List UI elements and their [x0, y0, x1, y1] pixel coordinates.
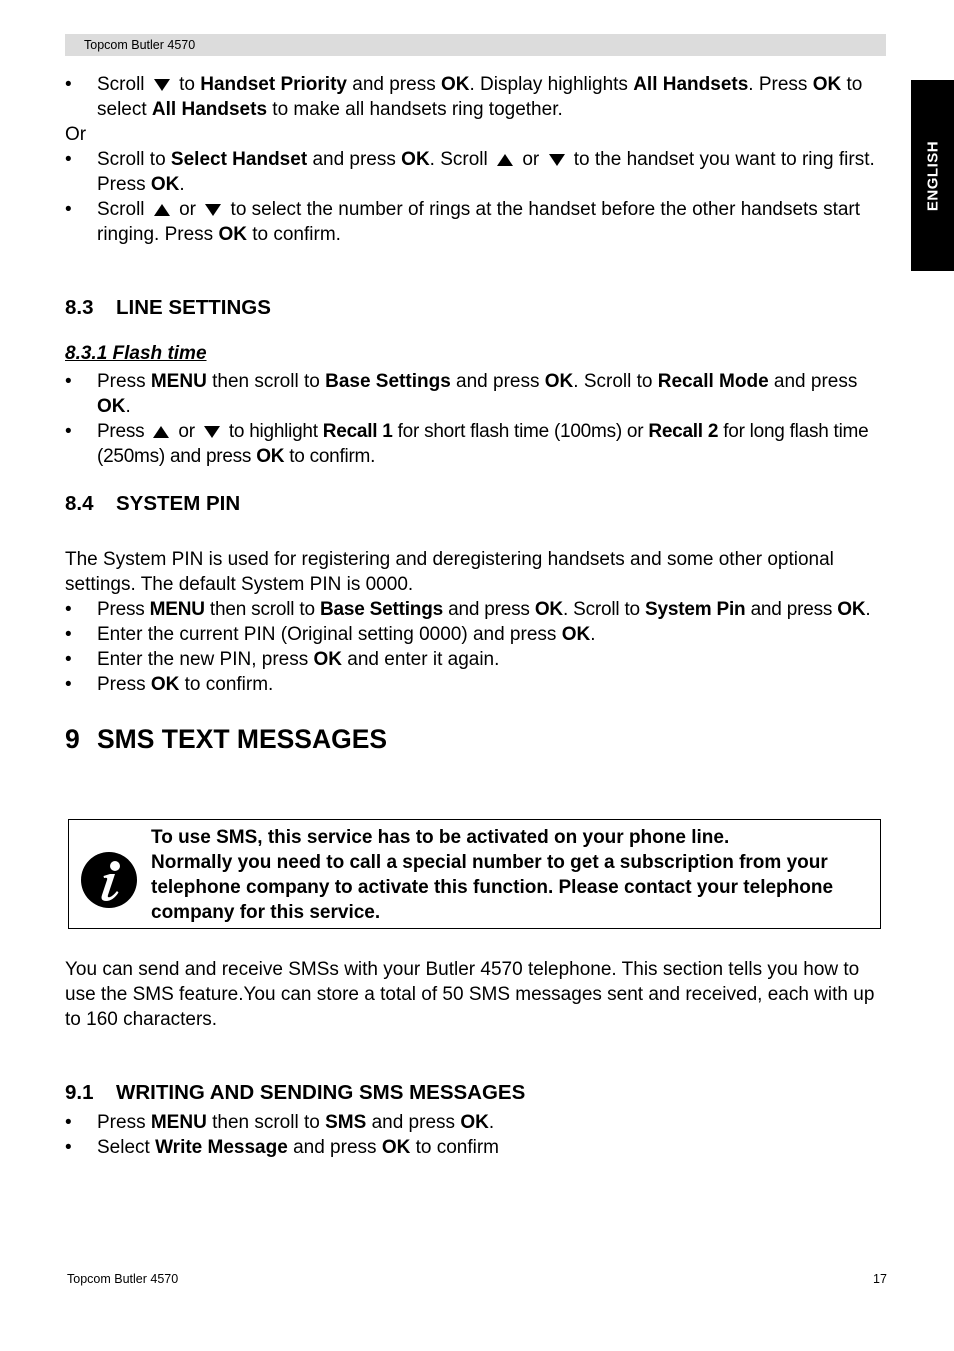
scroll-up-icon	[153, 426, 169, 438]
language-tab	[911, 80, 954, 271]
chapter-heading-9: 9 SMS TEXT MESSAGES	[65, 724, 388, 754]
info-note-text	[151, 825, 875, 925]
info-note-line: To use SMS, this service has to be activated on your phone line.	[151, 827, 730, 848]
list-item: • Press OK to confirm.	[65, 672, 885, 697]
list-item: • Select Write Message and press OK to confirm	[65, 1135, 885, 1160]
info-note-box	[68, 819, 881, 929]
scroll-down-icon	[154, 79, 170, 91]
page-content	[65, 72, 885, 755]
language-label: ENGLISH	[924, 140, 941, 211]
list-item: • Press or to highlight Recall 1 for short flash time (100ms) or Recall 2 for long flash time (250ms) and press OK to confirm.	[65, 419, 885, 469]
section-heading-8-3: 8.3 LINE SETTINGS	[65, 296, 271, 319]
section-heading-9-1: 9.1 WRITING AND SENDING SMS MESSAGES	[65, 1081, 526, 1104]
info-note-line: Normally you need to call a special number to get a subscription from your telephone company to activate this function. Please contact your telephone company for this service.	[151, 852, 834, 923]
footer-title: Topcom Butler 4570	[67, 1272, 179, 1286]
system-pin-paragraph: The System PIN is used for registering and deregistering handsets and some other optional settings. The default System PIN is 0000.	[65, 549, 834, 595]
list-item: • Press MENU then scroll to SMS and press OK.	[65, 1110, 885, 1135]
list-item: • Scroll or to select the number of rings at the handset before the other handsets start ringing. Press OK to confirm.	[65, 197, 885, 247]
scroll-down-icon	[204, 426, 220, 438]
header-title: Topcom Butler 4570	[84, 38, 196, 52]
list-item: • Enter the new PIN, press OK and enter it again.	[65, 647, 885, 672]
page-number: 17	[873, 1272, 887, 1286]
scroll-down-icon	[549, 154, 565, 166]
scroll-down-icon	[205, 204, 221, 216]
scroll-up-icon	[497, 154, 513, 166]
sms-paragraph: You can send and receive SMSs with your Butler 4570 telephone. This section tells you how to use the SMS feature.You can store a total of 50 SMS messages sent and received, each with up to 160 characters.	[65, 959, 875, 1030]
list-item: • Press MENU then scroll to Base Settings and press OK. Scroll to System Pin and press OK.	[65, 597, 885, 622]
list-item: • Press MENU then scroll to Base Settings and press OK. Scroll to Recall Mode and press OK.	[65, 369, 885, 419]
list-item: • Scroll to Select Handset and press OK. Scroll or to the handset you want to ring first. Press OK.	[65, 147, 885, 197]
subsection-heading-8-3-1: 8.3.1 Flash time	[65, 343, 207, 364]
list-item: • Scroll to Handset Priority and press OK. Display highlights All Handsets. Press OK to select All Handsets to make all handsets ring together.	[65, 72, 885, 122]
header-bar	[65, 34, 886, 56]
or-label: Or	[65, 124, 87, 145]
section-heading-8-4: 8.4 SYSTEM PIN	[65, 492, 241, 515]
info-icon	[80, 851, 138, 909]
list-item: • Enter the current PIN (Original setting 0000) and press OK.	[65, 622, 885, 647]
page-content-lower	[65, 957, 885, 1160]
scroll-up-icon	[154, 204, 170, 216]
